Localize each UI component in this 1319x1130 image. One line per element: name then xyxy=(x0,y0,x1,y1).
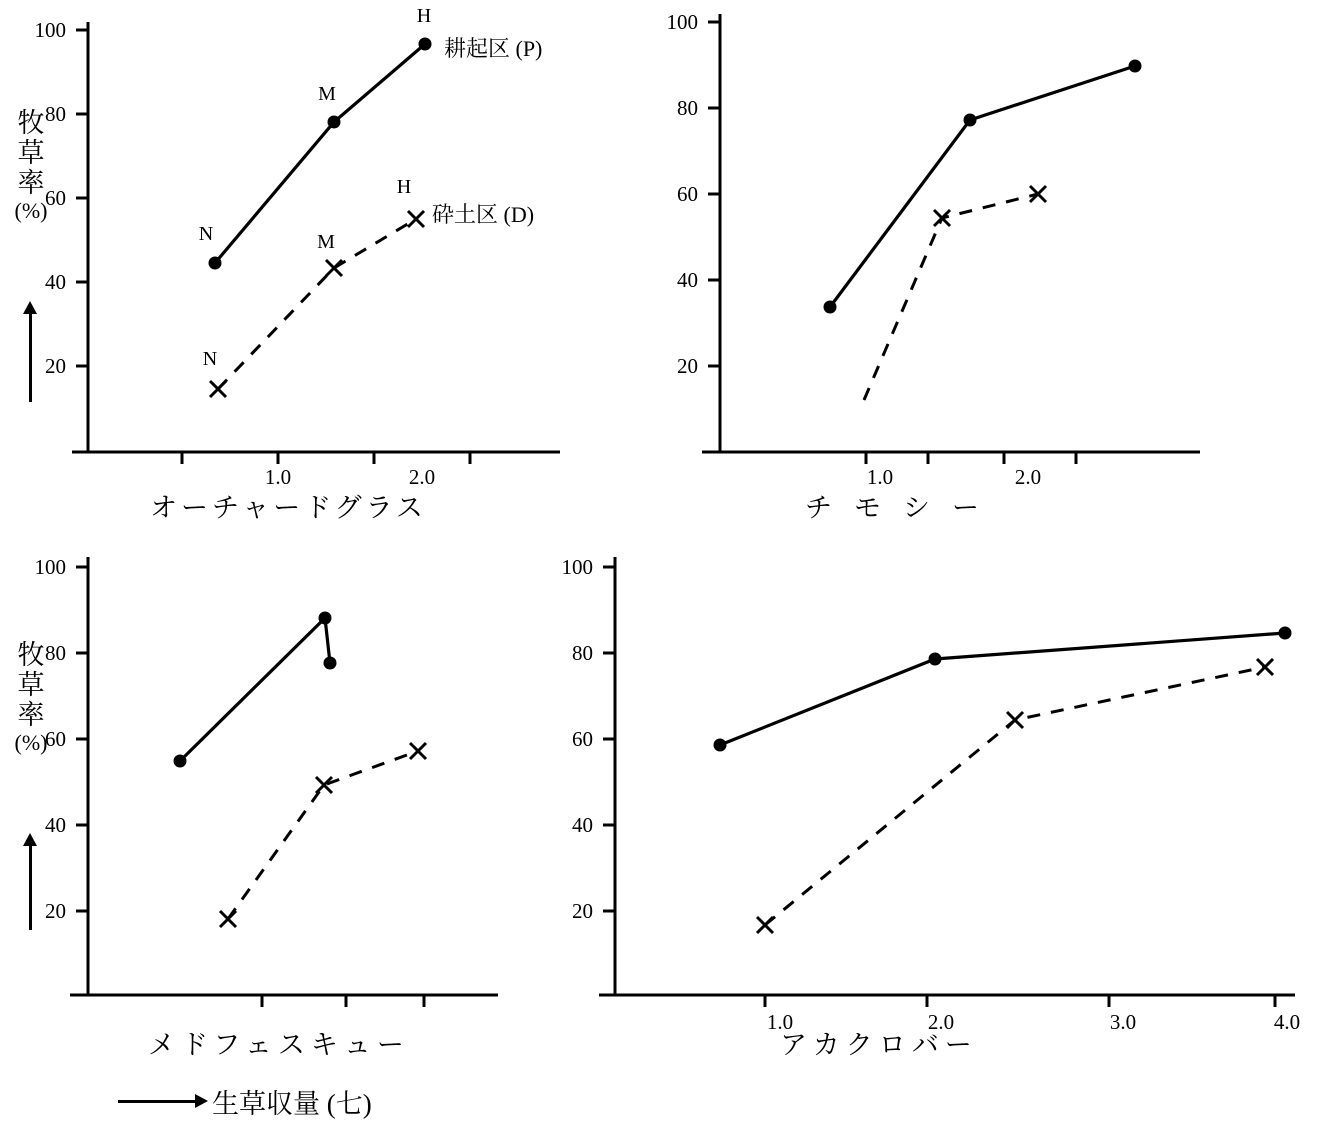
chart-svg-orchardgrass xyxy=(0,0,640,489)
y-tick-label: 80 xyxy=(45,102,66,126)
chart-svg-meadowfescue xyxy=(0,545,640,1015)
data-point-solid xyxy=(324,657,337,670)
y-tick-label: 20 xyxy=(572,899,593,923)
data-point-dashed xyxy=(408,211,424,227)
y-axis-title-char: 草 xyxy=(17,138,45,169)
series-line-dashed xyxy=(765,667,1265,925)
x-tick-label: 2.0 xyxy=(927,1010,955,1034)
data-point-solid xyxy=(824,301,837,314)
x-tick-label: 1.0 xyxy=(264,465,292,489)
y-tick-label: 60 xyxy=(677,182,698,206)
y-tick-label: 60 xyxy=(45,186,66,210)
y-tick-label: 40 xyxy=(45,813,66,837)
chart-panel-redclover xyxy=(561,545,1319,1060)
series-line-solid xyxy=(720,633,1285,745)
series-legend-solid: 耕起区 (P) xyxy=(444,36,543,61)
data-point-solid xyxy=(714,739,727,752)
y-tick-label: 40 xyxy=(45,270,66,294)
data-point-dashed xyxy=(316,777,332,793)
data-point-dashed xyxy=(220,911,236,927)
data-point-solid xyxy=(929,653,942,666)
data-point-dashed xyxy=(326,260,342,276)
x-tick-label: 1.0 xyxy=(766,1010,794,1034)
point-label-solid-n: N xyxy=(198,223,214,245)
y-tick-label: 60 xyxy=(572,727,593,751)
x-tick-label: 2.0 xyxy=(1014,465,1042,489)
y-tick-label: 100 xyxy=(561,555,593,579)
y-tick-label: 20 xyxy=(677,354,698,378)
y-tick-label: 40 xyxy=(572,813,593,837)
x-axis-overall-label-text: 生草収量 (七) xyxy=(212,1089,372,1119)
y-axis-unit: (%) xyxy=(14,197,48,223)
data-point-dashed xyxy=(210,381,226,397)
y-axis-title-char: 牧 xyxy=(17,108,45,138)
series-line-solid xyxy=(180,618,330,761)
point-label-dashed-h: H xyxy=(396,176,412,198)
y-tick-label: 20 xyxy=(45,899,66,923)
data-point-solid xyxy=(328,116,341,129)
panel-caption-orchardgrass: オーチャードグラス xyxy=(150,493,427,523)
y-axis-title-char: 牧 xyxy=(17,640,45,670)
data-point-solid xyxy=(1129,60,1142,73)
point-label-solid-m: M xyxy=(318,83,336,105)
data-point-dashed xyxy=(1007,712,1023,728)
x-tick-label: 1.0 xyxy=(866,465,894,489)
data-point-dashed xyxy=(410,743,426,759)
panel-caption-timothy: チモシー xyxy=(805,493,1001,523)
point-label-solid-h: H xyxy=(416,5,432,27)
y-tick-label: 100 xyxy=(34,555,66,579)
data-point-solid xyxy=(419,38,432,51)
panel-caption-redclover: アカクロバー xyxy=(780,1030,978,1060)
data-point-dashed xyxy=(1257,659,1273,675)
y-axis-title-char: 率 xyxy=(17,168,45,199)
y-axis-arrow-top xyxy=(29,310,32,402)
data-point-solid xyxy=(209,257,222,270)
y-tick-label: 40 xyxy=(677,268,698,292)
series-line-dashed xyxy=(228,751,418,919)
panel-caption-meadowfescue: メドフェスキュー xyxy=(148,1030,410,1060)
y-tick-label: 100 xyxy=(666,10,698,34)
data-point-dashed xyxy=(757,917,773,933)
chart-svg-timothy xyxy=(640,0,1319,489)
chart-svg-redclover xyxy=(561,545,1319,1034)
y-axis-title-char: 率 xyxy=(17,700,45,731)
chart-panel-timothy xyxy=(640,0,1319,523)
y-tick-label: 20 xyxy=(45,354,66,378)
y-axis-title-bottom xyxy=(8,640,54,755)
y-tick-label: 60 xyxy=(45,727,66,751)
y-axis-arrow-bottom xyxy=(29,842,32,930)
series-line-solid xyxy=(830,66,1135,307)
x-axis-overall-label xyxy=(118,1082,372,1121)
data-point-solid xyxy=(319,612,332,625)
y-tick-label: 80 xyxy=(572,641,593,665)
series-legend-dashed: 砕土区 (D) xyxy=(432,202,535,227)
point-label-dashed-n: N xyxy=(202,348,218,370)
x-axis-arrow-icon xyxy=(118,1100,204,1103)
chart-panel-orchardgrass xyxy=(0,0,640,523)
data-point-solid xyxy=(174,755,187,768)
y-tick-label: 100 xyxy=(34,18,66,42)
x-tick-label: 3.0 xyxy=(1109,1010,1137,1034)
data-point-solid xyxy=(964,114,977,127)
chart-panel-meadowfescue xyxy=(0,545,640,1060)
y-tick-label: 80 xyxy=(677,96,698,120)
y-axis-title-top xyxy=(8,108,54,223)
y-axis-title-char: 草 xyxy=(17,670,45,701)
data-point-solid xyxy=(1279,627,1292,640)
y-tick-label: 80 xyxy=(45,641,66,665)
point-label-dashed-m: M xyxy=(317,231,335,253)
x-tick-label: 4.0 xyxy=(1273,1010,1301,1034)
x-tick-label: 2.0 xyxy=(408,465,436,489)
y-axis-unit: (%) xyxy=(14,729,48,755)
